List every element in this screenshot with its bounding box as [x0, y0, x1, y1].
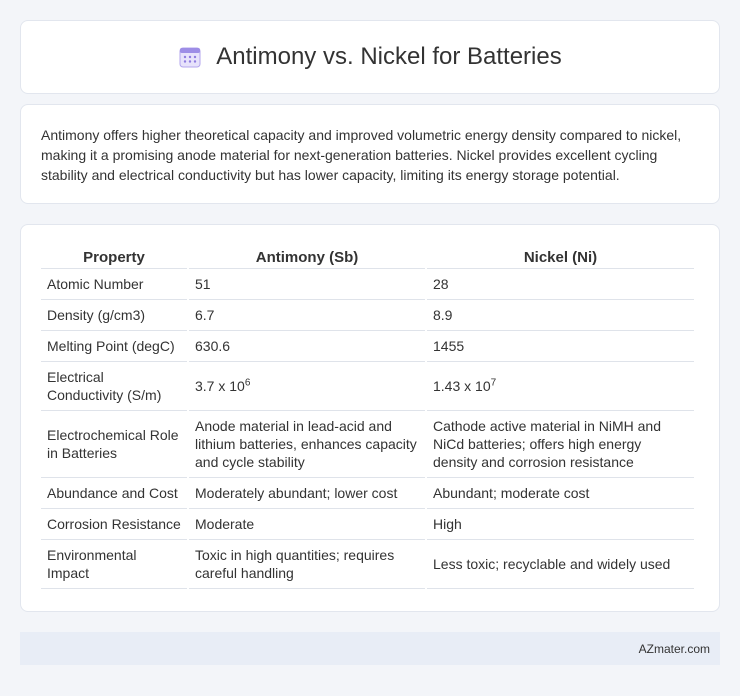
- antimony-conductivity-base: 3.7 x 10: [195, 378, 245, 394]
- antimony-cell: Moderate: [189, 509, 425, 540]
- nickel-cell: 1455: [427, 331, 694, 362]
- property-cell: Electrochemical Role in Batteries: [41, 411, 187, 478]
- table-row: [41, 509, 694, 540]
- nickel-cell: Abundant; moderate cost: [427, 478, 694, 509]
- summary-text: Antimony offers higher theoretical capacity and improved volumetric energy density compared to nickel, making it a promising anode material for next-generation batteries. Nickel provides excellent cycling stability and electrical conductivity but has lower capacity, limiting its energy storage potential.: [41, 127, 682, 183]
- nickel-cell: Less toxic; recyclable and widely used: [427, 540, 694, 589]
- antimony-cell: Toxic in high quantities; requires careful handling: [189, 540, 425, 589]
- header-property: Property: [41, 243, 187, 269]
- property-cell: Electrical Conductivity (S/m): [41, 362, 187, 411]
- table-row: [41, 331, 694, 362]
- antimony-cell: 51: [189, 269, 425, 300]
- table-row: [41, 300, 694, 331]
- property-cell: Abundance and Cost: [41, 478, 187, 509]
- footer: [20, 632, 720, 665]
- nickel-cell: 28: [427, 269, 694, 300]
- nickel-cell: 8.9: [427, 300, 694, 331]
- antimony-cell: 630.6: [189, 331, 425, 362]
- page-title: Antimony vs. Nickel for Batteries: [216, 43, 562, 70]
- antimony-cell: 6.7: [189, 300, 425, 331]
- antimony-cell: [189, 362, 425, 411]
- nickel-cell: [427, 362, 694, 411]
- property-cell: Environmental Impact: [41, 540, 187, 589]
- antimony-cell: Anode material in lead-acid and lithium batteries, enhances capacity and cycle stability: [189, 411, 425, 478]
- nickel-cell: Cathode active material in NiMH and NiCd batteries; offers high energy density and corrosion resistance: [427, 411, 694, 478]
- property-cell: Density (g/cm3): [41, 300, 187, 331]
- summary-card: [20, 104, 720, 204]
- property-cell: Corrosion Resistance: [41, 509, 187, 540]
- title-card: [20, 20, 720, 94]
- table-row: [41, 478, 694, 509]
- footer-brand[interactable]: AZmater.com: [638, 641, 710, 656]
- antimony-conductivity-exponent: 6: [244, 377, 251, 389]
- table-row: [41, 540, 694, 589]
- nickel-conductivity-exponent: 7: [490, 377, 497, 389]
- header-nickel: Nickel (Ni): [427, 243, 694, 269]
- comparison-table: [39, 243, 696, 589]
- nickel-cell: High: [427, 509, 694, 540]
- table-header-row: [41, 243, 694, 269]
- header-antimony: Antimony (Sb): [189, 243, 425, 269]
- antimony-cell: Moderately abundant; lower cost: [189, 478, 425, 509]
- table-row: [41, 362, 694, 411]
- nickel-conductivity-base: 1.43 x 10: [433, 378, 491, 394]
- calendar-icon: [178, 45, 202, 69]
- property-cell: Atomic Number: [41, 269, 187, 300]
- property-cell: Melting Point (degC): [41, 331, 187, 362]
- table-row: [41, 411, 694, 478]
- comparison-table-card: [20, 224, 720, 612]
- table-row: [41, 269, 694, 300]
